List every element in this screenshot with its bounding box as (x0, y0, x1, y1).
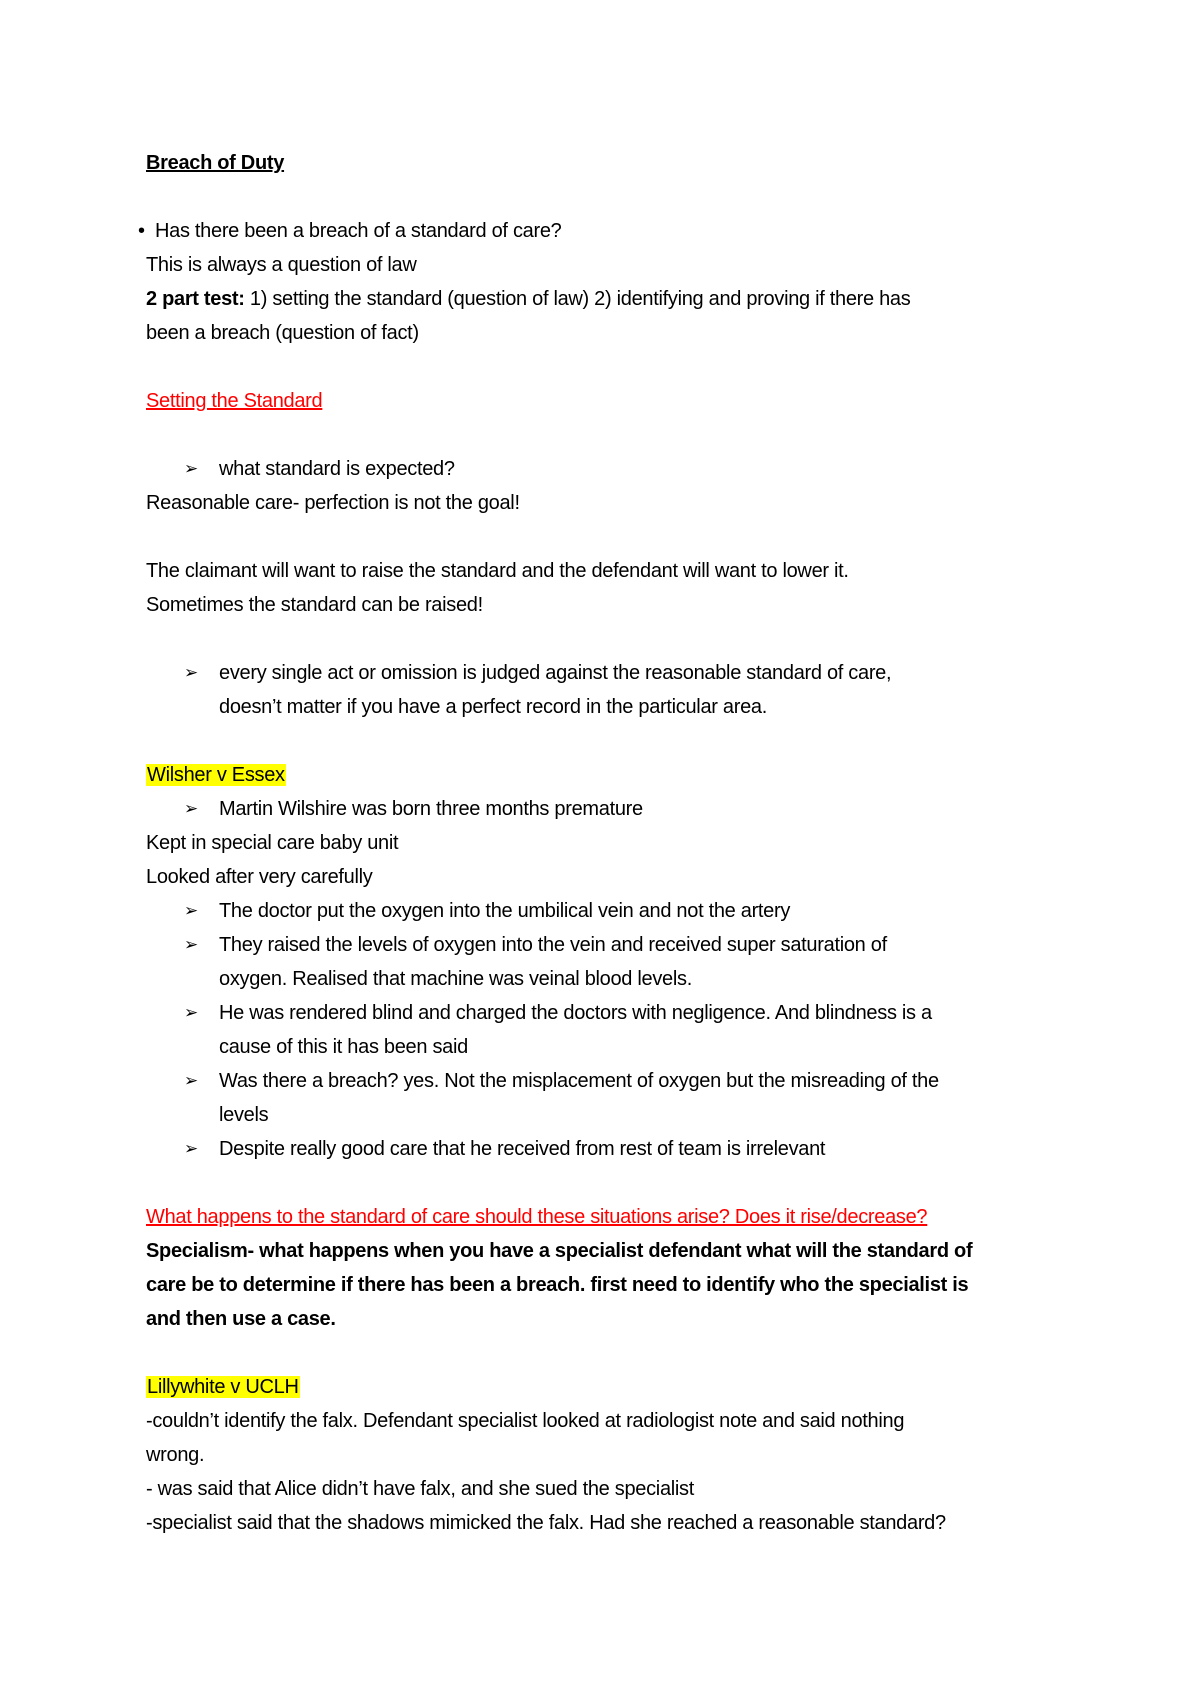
list-item-cont: cause of this it has been said (219, 1036, 468, 1058)
arrow-bullet-icon: ➢ (184, 1003, 198, 1023)
arrow-bullet-icon: ➢ (184, 1139, 198, 1159)
text-line: wrong. (146, 1444, 205, 1466)
document-title: Breach of Duty (146, 152, 285, 174)
list-item: They raised the levels of oxygen into the vein and received super saturation of (219, 934, 887, 956)
arrow-bullet-icon: ➢ (184, 459, 198, 479)
list-item: Despite really good care that he received from rest of team is irrelevant (219, 1138, 826, 1160)
text-line: Kept in special care baby unit (146, 832, 399, 854)
list-item-cont: oxygen. Realised that machine was veinal blood levels. (219, 968, 692, 990)
text-line: -couldn’t identify the falx. Defendant specialist looked at radiologist note and said nothing (146, 1410, 905, 1432)
arrow-bullet-icon: ➢ (184, 935, 198, 955)
arrow-bullet-icon: ➢ (184, 799, 198, 819)
list-item: Martin Wilshire was born three months premature (219, 798, 643, 820)
list-item-cont: levels (219, 1104, 269, 1126)
text-line: Looked after very carefully (146, 866, 373, 888)
list-item: every single act or omission is judged against the reasonable standard of care, (219, 662, 892, 684)
list-item-cont: doesn’t matter if you have a perfect record in the particular area. (219, 696, 767, 718)
text-line: Sometimes the standard can be raised! (146, 594, 483, 616)
two-part-test-text: 1) setting the standard (question of law) 2) identifying and proving if there has (244, 288, 911, 310)
wilsher-heading (146, 762, 286, 788)
specialism-text: and then use a case. (146, 1308, 336, 1330)
bullet-icon: • (138, 220, 145, 242)
two-part-test (146, 286, 910, 312)
list-item: The doctor put the oxygen into the umbilical vein and not the artery (219, 900, 791, 922)
specialism-text: Specialism- what happens when you have a specialist defendant what will the standard of (146, 1240, 973, 1262)
arrow-bullet-icon: ➢ (184, 1071, 198, 1091)
specialism-text: care be to determine if there has been a breach. first need to identify who the specialist is (146, 1274, 969, 1296)
setting-standard-heading: Setting the Standard (146, 390, 323, 412)
text-line: -specialist said that the shadows mimicked the falx. Had she reached a reasonable standard? (146, 1512, 946, 1534)
intro-question: Has there been a breach of a standard of care? (155, 220, 562, 242)
text-line: The claimant will want to raise the standard and the defendant will want to lower it. (146, 560, 849, 582)
case-name-highlight: Lillywhite v UCLH (147, 1376, 299, 1398)
text-line: - was said that Alice didn’t have falx, and she sued the specialist (146, 1478, 695, 1500)
two-part-test-cont: been a breach (question of fact) (146, 322, 419, 344)
specialism-question-heading: What happens to the standard of care should these situations arise? Does it rise/decrease? (146, 1206, 928, 1228)
arrow-bullet-icon: ➢ (184, 901, 198, 921)
list-item: He was rendered blind and charged the doctors with negligence. And blindness is a (219, 1002, 932, 1024)
list-item: what standard is expected? (219, 458, 455, 480)
text-line: Reasonable care- perfection is not the goal! (146, 492, 520, 514)
list-item: Was there a breach? yes. Not the misplacement of oxygen but the misreading of the (219, 1070, 939, 1092)
arrow-bullet-icon: ➢ (184, 663, 198, 683)
intro-line: This is always a question of law (146, 254, 417, 276)
lillywhite-heading (146, 1374, 300, 1400)
case-name-highlight: Wilsher v Essex (147, 764, 285, 786)
two-part-test-label: 2 part test: (146, 288, 245, 310)
